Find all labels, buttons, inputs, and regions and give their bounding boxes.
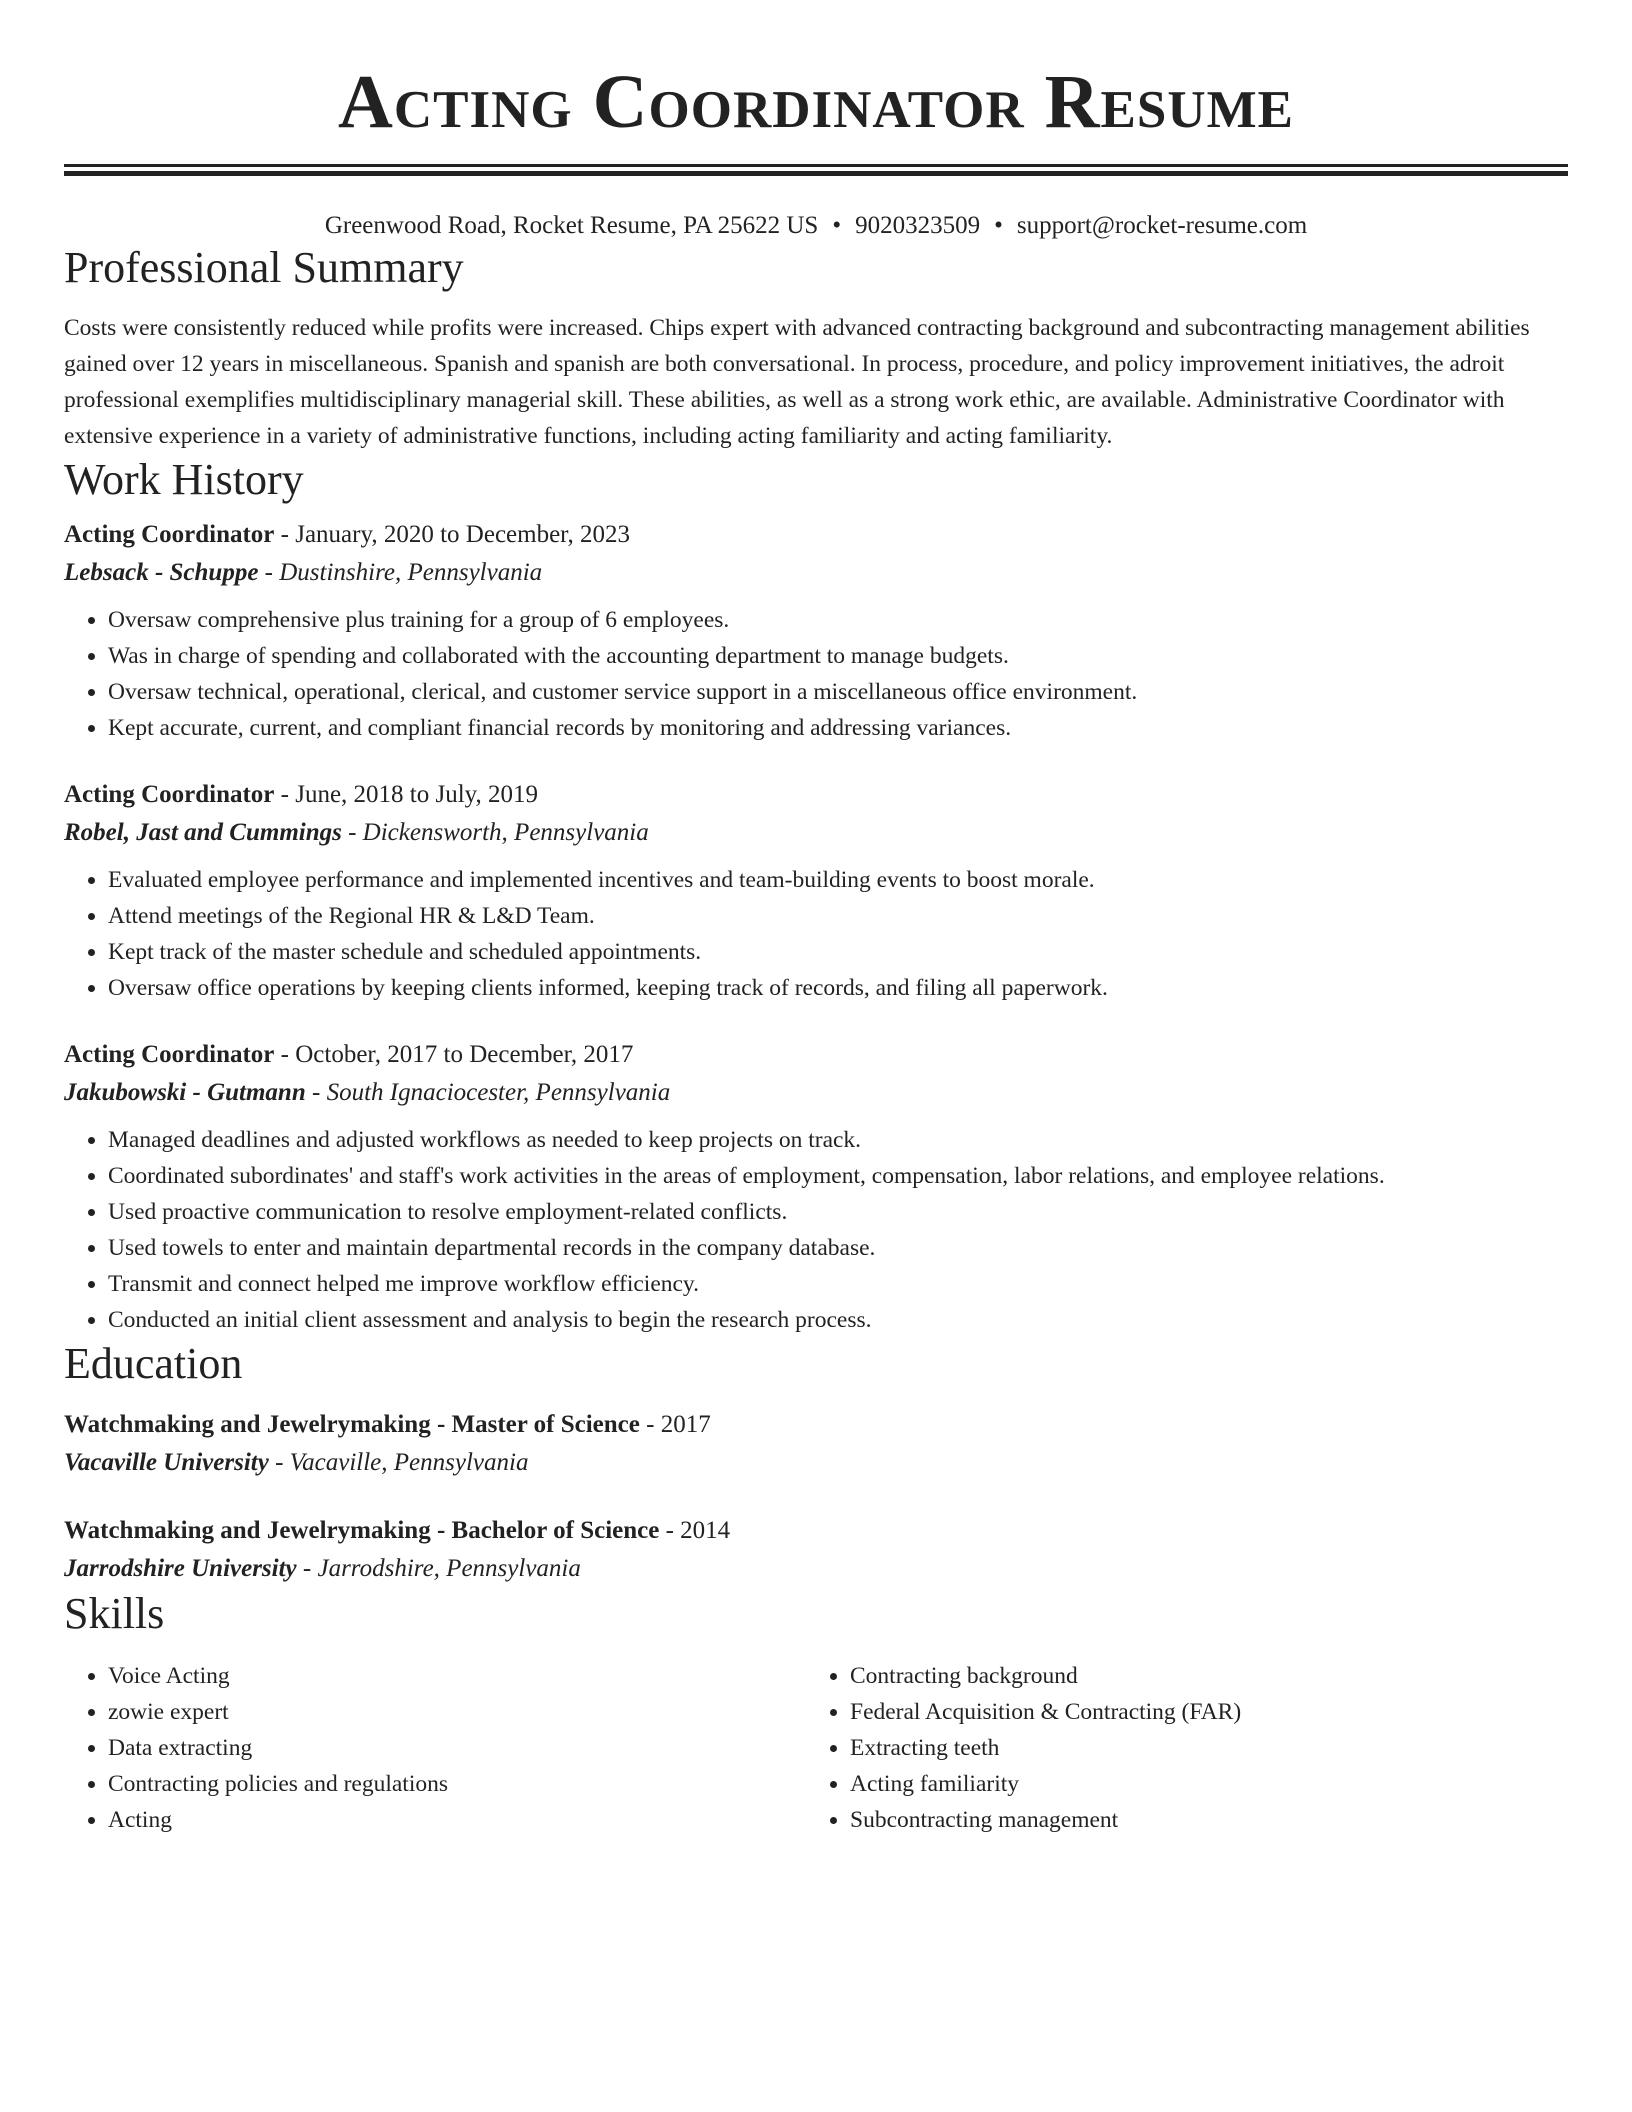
section-heading-education: Education — [64, 1339, 243, 1388]
contact-phone: 9020323509 — [855, 212, 981, 239]
job-title: Acting Coordinator — [64, 781, 275, 808]
school-location: - Vacaville, Pennsylvania — [268, 1449, 529, 1476]
job-dates: - June, 2018 to July, 2019 — [274, 781, 539, 808]
resume-title: Acting Coordinator Resume — [337, 60, 1295, 144]
school-name: Jarrodshire University — [64, 1555, 297, 1582]
job-bullet: • Oversaw comprehensive plus training for a group of 6 employees. — [108, 602, 1568, 638]
job-entry — [64, 776, 1568, 1006]
contact-separator: • — [994, 212, 1003, 239]
school-line — [64, 1444, 1568, 1482]
job-dates: - January, 2020 to December, 2023 — [274, 521, 631, 548]
degree-line — [64, 1512, 1568, 1550]
job-bullet: • Used proactive communication to resolve employment-related conflicts. — [108, 1194, 1568, 1230]
job-bullet: • Oversaw office operations by keeping clients informed, keeping track of records, and filing all paperwork. — [108, 970, 1568, 1006]
job-bullet: • Coordinated subordinates' and staff's work activities in the areas of employment, compensation, labor relations, and employee relations. — [108, 1158, 1568, 1194]
skill-item: • Voice Acting — [108, 1658, 806, 1694]
skills-column-left — [64, 1658, 806, 1838]
skill-item: • Federal Acquisition & Contracting (FAR) — [850, 1694, 1548, 1730]
job-bullet: • Kept accurate, current, and compliant financial records by monitoring and addressing variances. — [108, 710, 1568, 746]
degree: Watchmaking and Jewelrymaking - Bachelor of Science — [64, 1517, 660, 1544]
education-entry — [64, 1406, 1568, 1482]
skill-item: • zowie expert — [108, 1694, 806, 1730]
contact-email: support@rocket-resume.com — [1016, 212, 1308, 239]
job-title-line — [64, 1036, 1568, 1074]
job-bullet: • Transmit and connect helped me improve workflow efficiency. — [108, 1266, 1568, 1302]
job-entry — [64, 1036, 1568, 1338]
title-double-rule — [64, 164, 1568, 176]
job-bullets — [64, 862, 1568, 1006]
skill-item: • Data extracting — [108, 1730, 806, 1766]
job-location: - Dustinshire, Pennsylvania — [258, 559, 543, 586]
job-bullets — [64, 1122, 1568, 1338]
section-heading-work-history: Work History — [64, 455, 304, 504]
contact-separator: • — [832, 212, 842, 239]
job-company-line — [64, 814, 1568, 852]
job-dates: - October, 2017 to December, 2017 — [274, 1041, 634, 1068]
education-entry — [64, 1512, 1568, 1588]
contact-line — [64, 210, 1568, 242]
skills-column-right — [806, 1658, 1548, 1838]
work-history-list — [64, 516, 1568, 1338]
school-location: - Jarrodshire, Pennsylvania — [296, 1555, 581, 1582]
job-title-line — [64, 516, 1568, 554]
job-entry — [64, 516, 1568, 746]
job-location: - Dickensworth, Pennsylvania — [341, 819, 649, 846]
graduation-year: - 2017 — [639, 1411, 711, 1438]
education-list — [64, 1406, 1568, 1588]
job-bullet: • Kept track of the master schedule and scheduled appointments. — [108, 934, 1568, 970]
job-title: Acting Coordinator — [64, 521, 275, 548]
skill-item: • Contracting policies and regulations — [108, 1766, 806, 1802]
summary-text: Costs were consistently reduced while profits were increased. Chips expert with advanced contracting background and subcontracting management abilities gained over 12 years in miscellaneous. Spanish and spanish are both conversational. In process, procedure, and policy improvement initiatives, the adroit professional exemplifies multidisciplinary managerial skill. These abilities, as well as a strong work ethic, are available. Administrative Coordinator with extensive experience in a variety of administrative functions, including acting familiarity and acting familiarity. — [64, 315, 1530, 449]
skill-item: • Acting familiarity — [850, 1766, 1548, 1802]
contact-address: Greenwood Road, Rocket Resume, PA 25622 US — [324, 212, 819, 239]
skill-item: • Contracting background — [850, 1658, 1548, 1694]
job-bullet: • Attend meetings of the Regional HR & L&D Team. — [108, 898, 1568, 934]
job-bullet: • Oversaw technical, operational, clerical, and customer service support in a miscellaneous office environment. — [108, 674, 1568, 710]
degree: Watchmaking and Jewelrymaking - Master of Science — [64, 1411, 640, 1438]
job-bullet: • Managed deadlines and adjusted workflows as needed to keep projects on track. — [108, 1122, 1568, 1158]
job-title-line — [64, 776, 1568, 814]
job-company-line — [64, 1074, 1568, 1112]
job-bullet: • Was in charge of spending and collaborated with the accounting department to manage budgets. — [108, 638, 1568, 674]
degree-line — [64, 1406, 1568, 1444]
section-heading-summary: Professional Summary — [64, 243, 464, 292]
job-location: - South Ignaciocester, Pennsylvania — [305, 1079, 671, 1106]
school-name: Vacaville University — [64, 1449, 269, 1476]
job-title: Acting Coordinator — [64, 1041, 275, 1068]
skill-item: • Subcontracting management — [850, 1802, 1548, 1838]
job-company-line — [64, 554, 1568, 592]
job-bullets — [64, 602, 1568, 746]
job-company: Robel, Jast and Cummings — [64, 819, 342, 846]
skill-item: • Acting — [108, 1802, 806, 1838]
skill-item: • Extracting teeth — [850, 1730, 1548, 1766]
job-company: Lebsack - Schuppe — [64, 559, 259, 586]
job-company: Jakubowski - Gutmann — [64, 1079, 306, 1106]
job-bullet: • Evaluated employee performance and implemented incentives and team-building events to boost morale. — [108, 862, 1568, 898]
skills-grid — [64, 1658, 1568, 1838]
job-bullet: • Conducted an initial client assessment and analysis to begin the research process. — [108, 1302, 1568, 1338]
section-heading-skills: Skills — [64, 1589, 165, 1638]
job-bullet: • Used towels to enter and maintain departmental records in the company database. — [108, 1230, 1568, 1266]
graduation-year: - 2014 — [659, 1517, 731, 1544]
school-line — [64, 1550, 1568, 1588]
